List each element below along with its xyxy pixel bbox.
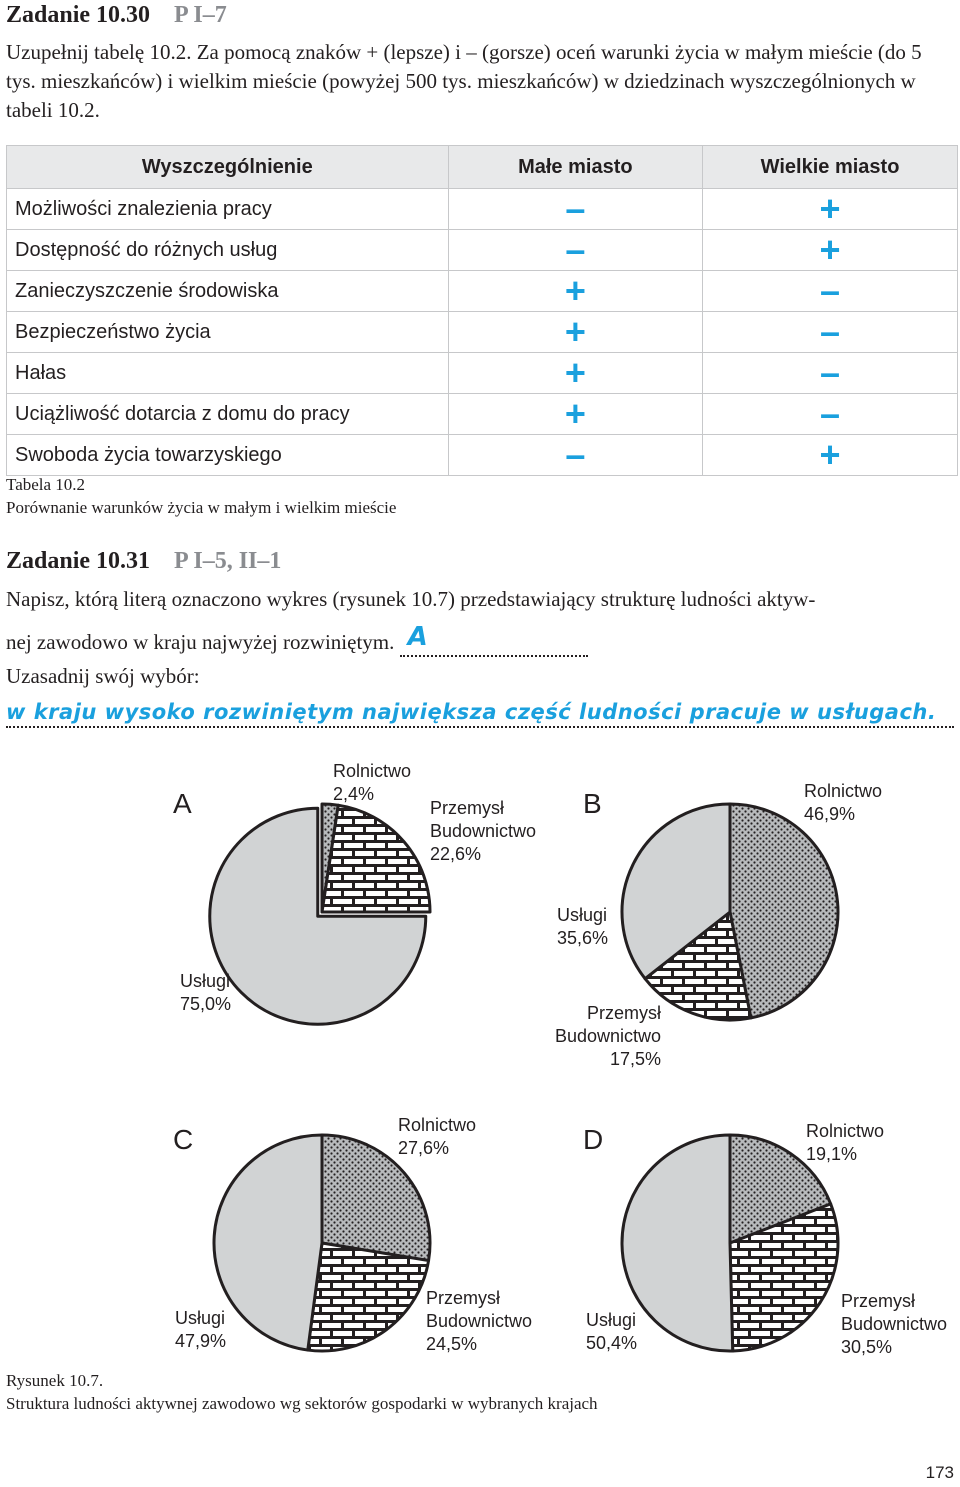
header-wielkie-miasto: Wielkie miasto [703, 146, 958, 189]
chart-d-rolnictwo-label: Rolnictwo 19,1% [806, 1121, 885, 1164]
pie-chart-b [622, 804, 838, 1020]
pie-chart-c [214, 1135, 430, 1351]
task-10-31-question-line-1: Napisz, którą literą oznaczono wykres (rysunek 10.7) przedstawiający strukturę ludności aktyw- [6, 587, 816, 611]
row-label: Zanieczyszczenie środowiska [7, 271, 449, 312]
small-town-rating[interactable]: – [448, 435, 702, 476]
row-label: Możliwości znalezienia pracy [7, 189, 449, 230]
small-town-rating[interactable]: + [448, 271, 702, 312]
chart-b-uslugi-label: Usługi 35,6% [557, 905, 609, 948]
chart-c-uslugi-label: Usługi 47,9% [175, 1308, 227, 1351]
pie-chart-a [210, 804, 430, 1024]
small-town-rating[interactable]: + [448, 312, 702, 353]
small-town-rating[interactable]: – [448, 189, 702, 230]
big-city-rating[interactable]: – [703, 394, 958, 435]
justification-answer: w kraju wysoko rozwiniętym największa część ludności pracuje w usługach. [6, 700, 937, 724]
chart-b-rolnictwo-label: Rolnictwo 46,9% [804, 781, 883, 824]
table-caption-number: Tabela 10.2 [6, 475, 86, 494]
task-code: P I–7 [174, 2, 227, 28]
row-label: Uciążliwość dotarcia z domu do pracy [7, 394, 449, 435]
table-caption-text: Porównanie warunków życia w małym i wielkim mieście [6, 498, 397, 517]
chart-c-rolnictwo-label: Rolnictwo 27,6% [398, 1115, 477, 1158]
pie-c-slice-uslugi [214, 1135, 322, 1350]
question-text: nej zawodowo w kraju najwyżej rozwiniętym. [6, 630, 395, 654]
chart-b-przemysl-label: Przemysł Budownictwo 17,5% [554, 1003, 661, 1069]
chart-d-uslugi-label: Usługi 50,4% [586, 1310, 638, 1353]
chart-a-rolnictwo-label: Rolnictwo 2,4% [333, 761, 412, 804]
page-number: 173 [925, 1463, 954, 1482]
small-town-rating[interactable]: + [448, 353, 702, 394]
chart-c-przemysl-label: Przemysł Budownictwo 24,5% [426, 1288, 533, 1354]
header-male-miasto: Małe miasto [448, 146, 702, 189]
task-title: Zadanie 10.31 [6, 548, 151, 574]
task-10-30-instructions: Uzupełnij tabelę 10.2. Za pomocą znaków + (lepsze) i – (gorsze) oceń warunki życia w małym mieście (do 5 tys. mieszkańców) i wielkim mieście (powyżej 500 tys. mieszkańców) w dziedzinach wyszczególnionych w tabeli 10.2. [6, 40, 922, 122]
chart-a-uslugi-label: Usługi 75,0% [180, 971, 232, 1014]
big-city-rating[interactable]: + [703, 230, 958, 271]
chart-d-letter: D [583, 1124, 604, 1155]
figure-caption [6, 1369, 598, 1415]
big-city-rating[interactable]: + [703, 435, 958, 476]
pie-a-slice-przemysl-budownictwo [322, 805, 430, 912]
chart-c-letter: C [173, 1124, 194, 1155]
chart-a-przemysl-label: Przemysł Budownictwo 22,6% [430, 798, 537, 864]
big-city-rating[interactable]: – [703, 312, 958, 353]
big-city-rating[interactable]: + [703, 189, 958, 230]
small-town-rating[interactable]: – [448, 230, 702, 271]
small-town-rating[interactable]: + [448, 394, 702, 435]
header-wyszczegolnienie: Wyszczególnienie [7, 146, 449, 189]
task-code: P I–5, II–1 [174, 548, 282, 574]
figure-caption-number: Rysunek 10.7. [6, 1371, 104, 1390]
pie-d-slice-uslugi [622, 1135, 733, 1351]
big-city-rating[interactable]: – [703, 353, 958, 394]
pie-c-slice-przemysl-budownictwo [308, 1243, 429, 1351]
chart-d-przemysl-label: Przemysł Budownictwo 30,5% [841, 1291, 948, 1357]
big-city-rating[interactable]: – [703, 271, 958, 312]
pie-chart-d [622, 1135, 838, 1351]
answer-letter: A [407, 622, 429, 652]
row-label: Dostępność do różnych usług [7, 230, 449, 271]
pie-b-slice-rolnictwo [730, 804, 838, 1018]
justify-prompt: Uzasadnij swój wybór: [6, 664, 200, 688]
chart-a-letter: A [173, 788, 192, 819]
row-label: Swoboda życia towarzyskiego [7, 435, 449, 476]
chart-b-letter: B [583, 788, 602, 819]
row-label: Bezpieczeństwo życia [7, 312, 449, 353]
figure-caption-text: Struktura ludności aktywnej zawodowo wg sektorów gospodarki w wybranych krajach [6, 1394, 598, 1413]
task-title: Zadanie 10.30 [6, 2, 151, 28]
row-label: Hałas [7, 353, 449, 394]
